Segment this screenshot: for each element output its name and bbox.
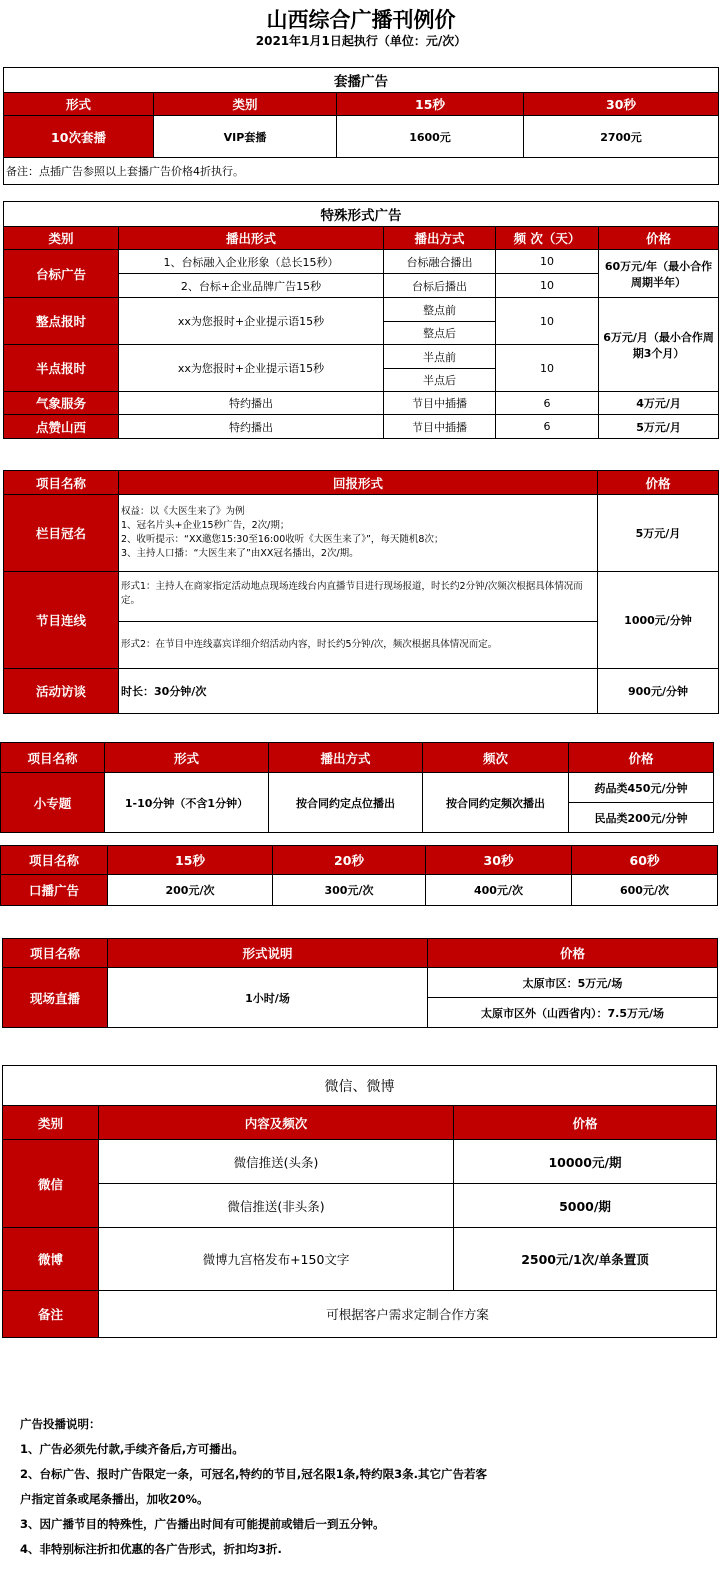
special-title: 特殊形式广告 [4,202,719,227]
lanmu-line: 3、主持人口播：“大医生来了”由XX冠名播出，2次/期。 [121,548,359,559]
bandian-form: xx为您报时+企业提示语15秒 [119,345,384,392]
oral-header: 20秒 [273,846,426,875]
topic-header: 频次 [423,743,569,773]
bandian-freq: 10 [496,345,599,392]
special-table [3,201,719,439]
zhengdian-mode: 整点后 [384,322,496,345]
qixiang-form: 特约播出 [119,392,384,415]
oral-header: 15秒 [108,846,273,875]
live-table [2,938,718,1028]
taibiao-form: 1、台标融入企业形象（总长15秒） [119,250,384,274]
fangtan-label: 活动访谈 [4,669,119,714]
live-form: 1小时/场 [108,968,428,1028]
taibiao-label: 台标广告 [4,250,119,298]
special-header: 频 次（天） [496,227,599,250]
weixin-item: 微信推送(非头条) [99,1184,454,1228]
qixiang-mode: 节目中插播 [384,392,496,415]
notes-line: 4、非特别标注折扣优惠的各广告形式，折扣均3折. [20,1542,282,1556]
notes-title: 广告投播说明： [20,1417,101,1431]
qixiang-label: 气象服务 [4,392,119,415]
bandian-mode: 半点前 [384,345,496,369]
dianzan-freq: 6 [496,415,599,439]
topic-form: 1-10分钟（不含1分钟） [105,773,269,833]
zhengdian-mode: 整点前 [384,298,496,322]
weibo-item: 微博九宫格发布+150文字 [99,1228,454,1291]
weixin-price: 10000元/期 [454,1140,717,1184]
live-price: 太原市区：5万元/场 [428,968,718,998]
zhengdian-label: 整点报时 [4,298,119,345]
live-header: 项目名称 [3,939,108,968]
fangtan-price: 900元/分钟 [598,669,719,714]
package-cell: VIP套播 [154,116,337,158]
oral-header: 30秒 [426,846,572,875]
notes-block [20,1412,710,1562]
package-row-label: 10次套播 [4,116,154,158]
package-header: 形式 [4,93,154,116]
lanmu-price: 5万元/月 [598,495,719,572]
lianxian-price: 1000元/分钟 [598,572,719,669]
oral-table [0,845,718,906]
weixin-item: 微信推送(头条) [99,1140,454,1184]
dianzan-label: 点赞山西 [4,415,119,439]
live-header: 形式说明 [108,939,428,968]
lianxian-description [119,572,598,669]
page-title: 山西综合广播刊例价 [266,8,456,32]
topic-price: 药品类450元/分钟 [569,773,714,803]
oral-price: 400元/次 [426,875,572,906]
package-header: 15秒 [337,93,524,116]
oral-price: 600元/次 [572,875,718,906]
oral-price: 200元/次 [108,875,273,906]
returns-header: 项目名称 [4,471,119,495]
topic-table [0,742,714,833]
weibo-price: 2500元/1次/单条置顶 [454,1228,717,1291]
package-header: 30秒 [524,93,719,116]
package-title: 套播广告 [4,68,719,93]
bandian-label: 半点报时 [4,345,119,392]
returns-table [3,470,719,714]
returns-header: 价格 [598,471,719,495]
lanmu-line: 1、冠名片头+企业15秒广告，2次/期； [121,520,290,531]
social-header: 类别 [3,1106,99,1140]
taibiao-freq: 10 [496,274,599,298]
topic-price: 民品类200元/分钟 [569,803,714,833]
oral-label: 口播广告 [1,875,108,906]
topic-header: 项目名称 [1,743,105,773]
social-header: 价格 [454,1106,717,1140]
zhengdian-form: xx为您报时+企业提示语15秒 [119,298,384,345]
social-title: 微信、微博 [3,1066,717,1106]
notes-line: 2、台标广告、报时广告限定一条，可冠名,特约的节目,冠名限1条,特约限3条.其它广告若客 [20,1467,487,1481]
package-cell: 2700元 [524,116,719,158]
live-price: 太原市区外（山西省内）：7.5万元/场 [428,998,718,1028]
dianzan-price: 5万元/月 [599,415,719,439]
dianzan-mode: 节目中插播 [384,415,496,439]
topic-mode: 按合同约定点位播出 [269,773,423,833]
live-header: 价格 [428,939,718,968]
bandian-mode: 半点后 [384,369,496,392]
lanmu-label: 栏目冠名 [4,495,119,572]
package-cell: 1600元 [337,116,524,158]
lianxian-label: 节目连线 [4,572,119,669]
lianxian-form2: 形式2：在节目中连线嘉宾详细介绍活动内容，时长约5分钟/次，频次根据具体情况而定。 [121,639,498,650]
special-header: 播出形式 [119,227,384,250]
dianzan-form: 特约播出 [119,415,384,439]
taibiao-form: 2、台标+企业品牌广告15秒 [119,274,384,298]
topic-label: 小专题 [1,773,105,833]
baoshi-price: 6万元/月（最小合作周期3个月） [599,298,719,392]
package-header: 类别 [154,93,337,116]
special-header: 播出方式 [384,227,496,250]
lanmu-line: 2、收听提示：“XX邀您15:30至16:00收听《大医生来了》”，每天随机8次； [121,534,444,545]
taibiao-mode: 台标后播出 [384,274,496,298]
lianxian-form1: 形式1：主持人在商家指定活动地点现场连线台内直播节目进行现场报道，时长约2分钟/次频次根据具体情况而定。 [119,572,597,622]
oral-price: 300元/次 [273,875,426,906]
taibiao-freq: 10 [496,250,599,274]
weixin-label: 微信 [3,1140,99,1228]
qixiang-freq: 6 [496,392,599,415]
package-table [3,67,719,185]
notes-line: 1、广告必须先付款,手续齐备后,方可播出。 [20,1442,244,1456]
topic-header: 形式 [105,743,269,773]
page-subtitle: 2021年1月1日起执行（单位：元/次） [255,34,467,48]
topic-header: 播出方式 [269,743,423,773]
remark-text: 可根据客户需求定制合作方案 [99,1291,717,1338]
special-header: 类别 [4,227,119,250]
weixin-price: 5000/期 [454,1184,717,1228]
oral-header: 项目名称 [1,846,108,875]
remark-label: 备注 [3,1291,99,1338]
qixiang-price: 4万元/月 [599,392,719,415]
social-header: 内容及频次 [99,1106,454,1140]
lanmu-description [119,495,598,572]
taibiao-mode: 台标融合播出 [384,250,496,274]
live-label: 现场直播 [3,968,108,1028]
notes-line: 3、因广播节目的特殊性，广告播出时间有可能提前或错后一到五分钟。 [20,1517,385,1531]
oral-header: 60秒 [572,846,718,875]
fangtan-form: 时长：30分钟/次 [119,669,598,714]
zhengdian-freq: 10 [496,298,599,345]
taibiao-price: 60万元/年（最小合作周期半年） [599,250,719,298]
social-table [2,1065,717,1338]
topic-freq: 按合同约定频次播出 [423,773,569,833]
returns-header: 回报形式 [119,471,598,495]
weibo-label: 微博 [3,1228,99,1291]
package-note: 备注：点插广告参照以上套播广告价格4折执行。 [4,158,719,185]
topic-header: 价格 [569,743,714,773]
lanmu-line: 权益：以《大医生来了》为例 [121,506,245,517]
special-header: 价格 [599,227,719,250]
notes-line: 户指定首条或尾条播出，加收20%。 [20,1492,209,1506]
